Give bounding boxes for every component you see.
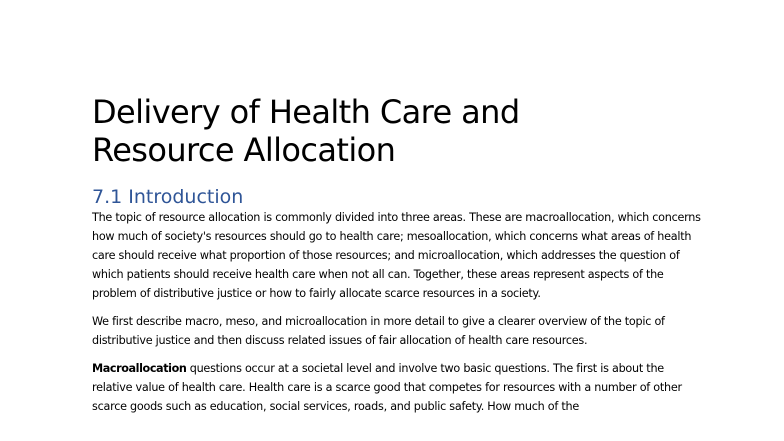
macroallocation-text: questions occur at a societal level and involve two basic questions. The first is about the relative value of health care. Health care is a scarce good that competes for resources with a number of other scarce goods such as education, social services, roads, and public safety. How much of the: [92, 362, 682, 413]
document-title: [92, 93, 702, 169]
document-page: [92, 93, 702, 416]
section-heading: 7.1 Introduction: [92, 186, 244, 208]
paragraph-macroallocation: [92, 359, 702, 416]
title-line-2: Resource Allocation: [92, 131, 396, 169]
macroallocation-term: Macroallocation: [92, 362, 187, 375]
paragraph-resource-allocation: The topic of resource allocation is commonly divided into three areas. These are macroallocation, which concerns how much of society's resources should go to health care; mesoallocation, which concerns what areas of health care should receive what proportion of those resources; and microallocation, which addresses the question of which patients should receive health care when not all can. Together, these areas represent aspects of the problem of distributive justice or how to fairly allocate scarce resources in a society.: [92, 211, 701, 300]
title-line-1: Delivery of Health Care and: [92, 93, 520, 131]
paragraph-overview: We first describe macro, meso, and microallocation in more detail to give a clearer overview of the topic of distributive justice and then discuss related issues of fair allocation of health care resources.: [92, 315, 665, 347]
